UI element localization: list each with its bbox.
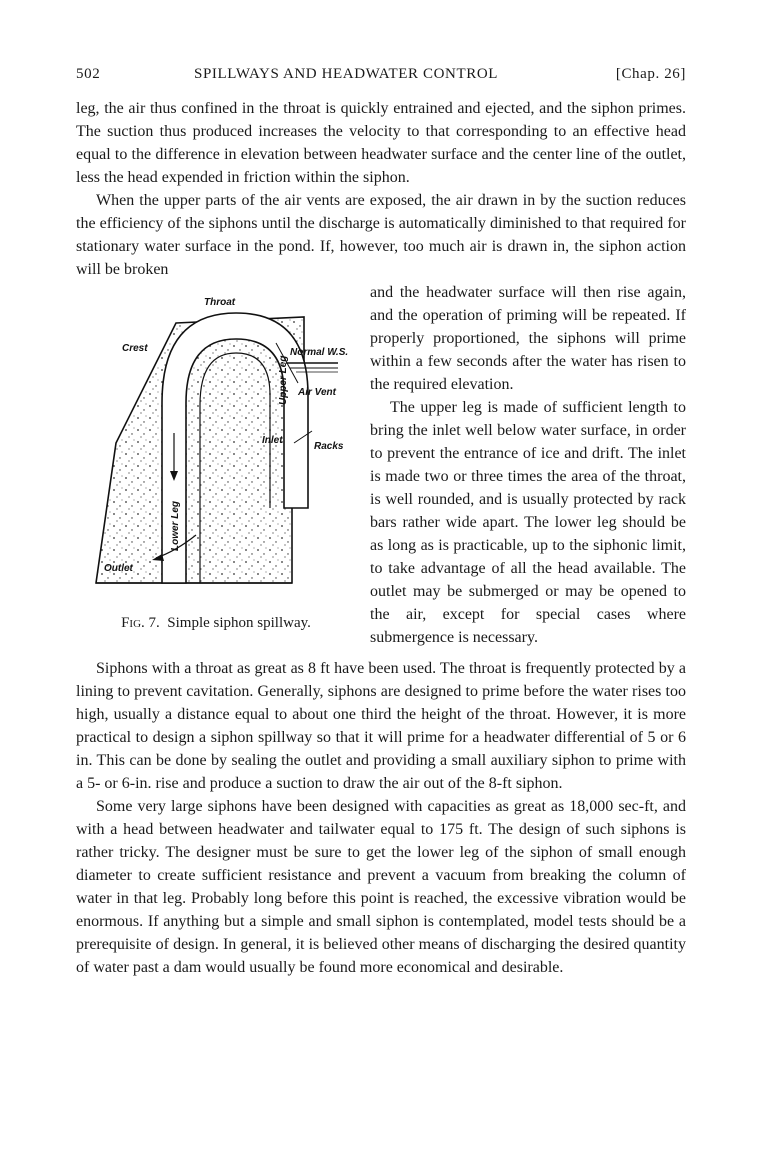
label-racks: Racks — [314, 441, 344, 452]
chapter-marker: [Chap. 26] — [615, 66, 686, 82]
paragraph-3: The upper leg is made of sufficient length to bring the inlet well below water surface, in order to prevent the entrance of ice and drift. The inlet is made two or three times the area of the throat, is well rounded, and is usually protected by rack bars rather wide apart. The lower leg should be as long as is practicable, up to the siphonic limit, to take advantage of all the head available. The outlet may be submerged or may be opened to the air, except for special cases where submergence is necessary. — [370, 399, 686, 646]
page-number: 502 — [76, 66, 101, 82]
label-upper-leg: Upper Leg — [278, 355, 289, 405]
caption-label: Fig. 7. — [121, 615, 160, 631]
label-normal-ws: Normal W.S. — [290, 347, 349, 358]
caption-text: Simple siphon spillway. — [167, 615, 311, 631]
siphon-diagram — [76, 283, 356, 613]
label-throat: Throat — [204, 297, 236, 308]
label-lower-leg: Lower Leg — [170, 500, 181, 551]
paragraph-2-continued: and the headwater surface will then rise again, and the operation of priming will be repeated. If properly proportioned, the siphons will prime within a few seconds after the water has risen to the required elevation. — [370, 284, 686, 393]
paragraph-5: Some very large siphons have been designed with capacities as great as 18,000 sec-ft, and with a head between headwater and tailwater equal to 175 ft. The design of such siphons is rather tricky. The designer must be sure to get the lower leg of the siphon of small enough diameter to create sufficient resistance and prevent a vacuum from breaking the column of water in that leg. Probably long before this point is reached, the excessive vibration would be enormous. If anything but a simple and small siphon is contemplated, model tests should be a prerequisite of design. In general, it is believed other means of discharging the desired quantity of water past a dam would usually be found more economical and desirable. — [76, 798, 686, 976]
label-outlet: Outlet — [104, 563, 133, 574]
paragraph-1: leg, the air thus confined in the throat is quickly entrained and ejected, and the siphon primes. The suction thus produced increases the velocity to that corresponding to an effective head equal to the difference in elevation between headwater surface and the center line of the outlet, less the head expended in friction within the siphon. — [76, 100, 686, 186]
running-title: SPILLWAYS AND HEADWATER CONTROL — [194, 66, 499, 82]
label-air-vent: Air Vent — [298, 387, 336, 398]
paragraph-4: Siphons with a throat as great as 8 ft have been used. The throat is frequently protected by a lining to prevent cavitation. Generally, siphons are designed to prime before the water rises too high, usually a distance equal to about one third the height of the throat. However, it is more practical to design a siphon spillway so that it will prime for a headwater differential of 5 or 6 in. This can be done by sealing the outlet and providing a small auxiliary siphon to prime with a 5- or 6-in. rise and produce a suction to draw the air out of the 8-ft siphon. — [76, 660, 686, 792]
label-crest: Crest — [122, 343, 148, 354]
figure-siphon-spillway — [76, 283, 356, 655]
label-inlet: Inlet — [262, 435, 283, 446]
running-header — [76, 66, 686, 88]
body-text — [76, 97, 686, 979]
paragraph-2-start: When the upper parts of the air vents are exposed, the air drawn in by the suction reduces the efficiency of the siphons until the discharge is automatically diminished to that required for stationary water surface in the pond. If, however, too much air is drawn in, the siphon action will be broken — [76, 192, 686, 278]
figure-caption — [76, 613, 356, 633]
